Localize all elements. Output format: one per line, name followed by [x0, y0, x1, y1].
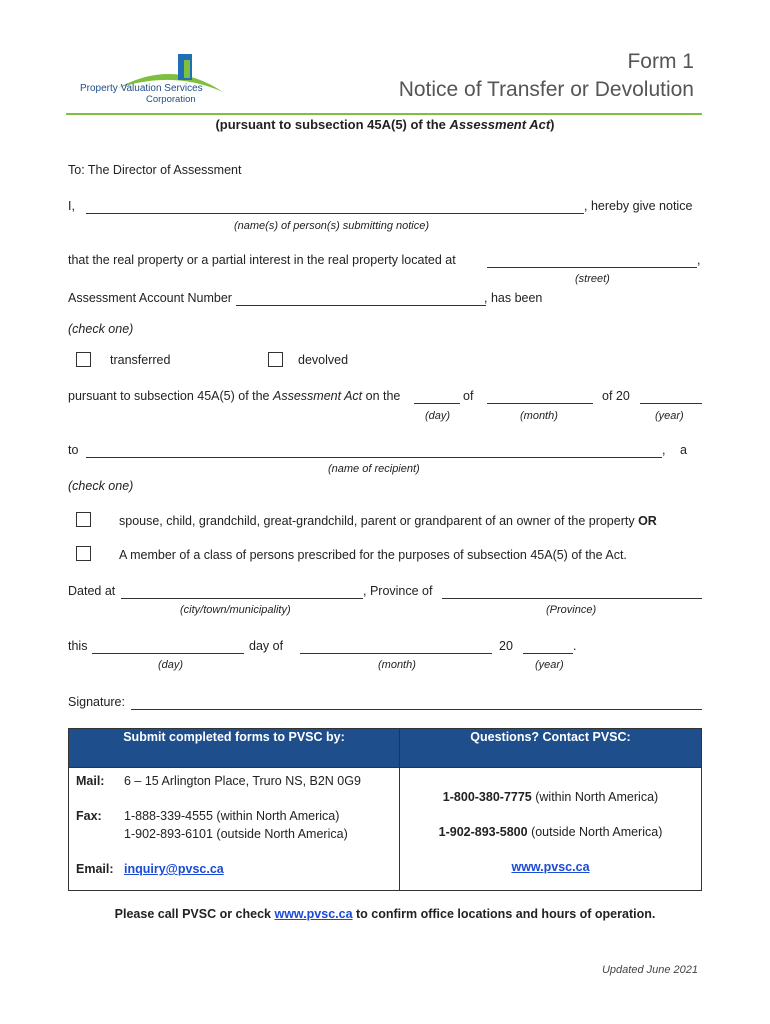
city-caption: (city/town/municipality) [180, 604, 291, 616]
period-text: . [573, 639, 577, 653]
member-label: A member of a class of persons prescribed for the purposes of subsection 45A(5) of the Act. [119, 548, 627, 562]
year-caption-2: (year) [535, 659, 564, 671]
twenty-text: 20 [499, 639, 513, 653]
province-field[interactable] [442, 598, 702, 599]
month-caption-1: (month) [520, 410, 558, 422]
province-caption: (Province) [546, 604, 597, 616]
signature-field[interactable] [131, 709, 702, 710]
names-caption: (name(s) of person(s) submitting notice) [234, 220, 430, 232]
day-caption-2: (day) [158, 659, 184, 671]
i-label: I, [68, 199, 75, 213]
day-field-1[interactable] [414, 403, 460, 404]
website-link[interactable]: www.pvsc.ca [511, 860, 590, 874]
city-field[interactable] [121, 598, 363, 599]
year-caption-1: (year) [655, 410, 684, 422]
questions-cell [400, 768, 702, 891]
day-of-text: day of [249, 639, 284, 653]
phone-2: 1-902-893-5800 (outside North America) [438, 825, 663, 839]
day-caption-1: (day) [425, 410, 451, 422]
transferred-checkbox[interactable] [76, 352, 91, 367]
recipient-field[interactable] [86, 457, 662, 458]
logo-subname: Corporation [146, 94, 196, 105]
dated-at-label: Dated at [68, 584, 116, 598]
hereby-text: , hereby give notice [584, 199, 693, 213]
street-comma: , [697, 253, 701, 267]
mail-label: Mail: [76, 774, 105, 788]
logo-name: Property Valuation Services [80, 83, 203, 94]
spouse-label: spouse, child, grandchild, great-grandchild, parent or grandparent of an owner of the property OR [119, 514, 657, 528]
of-text: of [463, 389, 474, 403]
recipient-caption: (name of recipient) [328, 463, 420, 475]
submit-cell [69, 768, 400, 891]
to-label: to [68, 443, 79, 457]
fax-label: Fax: [76, 809, 102, 823]
subtitle: (pursuant to subsection 45A(5) of the Assessment Act) [215, 117, 555, 132]
contact-table [68, 728, 702, 891]
member-checkbox[interactable] [76, 546, 91, 561]
email-link[interactable]: inquiry@pvsc.ca [124, 862, 224, 876]
day-field-2[interactable] [92, 653, 244, 654]
form-title: Notice of Transfer or Devolution [398, 78, 694, 101]
updated-date: Updated June 2021 [601, 964, 698, 976]
transferred-label: transferred [110, 353, 171, 367]
signature-label: Signature: [68, 695, 125, 709]
year-field-1[interactable] [640, 403, 702, 404]
account-label: Assessment Account Number [68, 291, 232, 305]
street-field[interactable] [487, 267, 697, 268]
province-of-text: , Province of [363, 584, 433, 598]
phone-1: 1-800-380-7775 (within North America) [442, 790, 659, 804]
year-field-2[interactable] [523, 653, 573, 654]
month-field-2[interactable] [300, 653, 492, 654]
form-number: Form 1 [627, 50, 694, 73]
property-text: that the real property or a partial interest in the real property located at [68, 253, 456, 267]
website-wrap [400, 860, 701, 874]
pvsc-logo [78, 48, 228, 106]
account-number-field[interactable] [236, 305, 486, 306]
questions-header: Questions? Contact PVSC: [400, 729, 702, 768]
footer-note: Please call PVSC or check www.pvsc.ca to confirm office locations and hours of operation. [114, 907, 656, 921]
fax-number-2: 1-902-893-6101 (outside North America) [124, 827, 348, 841]
pursuant-text: pursuant to subsection 45A(5) of the Assessment Act on the [68, 389, 401, 403]
month-caption-2: (month) [378, 659, 416, 671]
submit-header: Submit completed forms to PVSC by: [69, 729, 400, 768]
mail-address: 6 – 15 Arlington Place, Truro NS, B2N 0G9 [124, 774, 361, 788]
devolved-label: devolved [298, 353, 349, 367]
recipient-comma: , [662, 443, 666, 457]
of-20-text: of 20 [602, 389, 630, 403]
devolved-checkbox[interactable] [268, 352, 283, 367]
a-text: a [680, 443, 687, 457]
month-field-1[interactable] [487, 403, 593, 404]
footer-website-link[interactable]: www.pvsc.ca [274, 907, 353, 921]
spouse-checkbox[interactable] [76, 512, 91, 527]
check-one-1: (check one) [68, 322, 134, 336]
check-one-2: (check one) [68, 479, 134, 493]
notifier-name-field[interactable] [86, 213, 584, 214]
fax-number-1: 1-888-339-4555 (within North America) [124, 809, 340, 823]
this-label: this [68, 639, 88, 653]
street-caption: (street) [575, 273, 610, 285]
email-label: Email: [76, 862, 114, 876]
addressee: To: The Director of Assessment [68, 163, 242, 177]
header-divider [66, 113, 702, 115]
has-been-text: , has been [484, 291, 543, 305]
